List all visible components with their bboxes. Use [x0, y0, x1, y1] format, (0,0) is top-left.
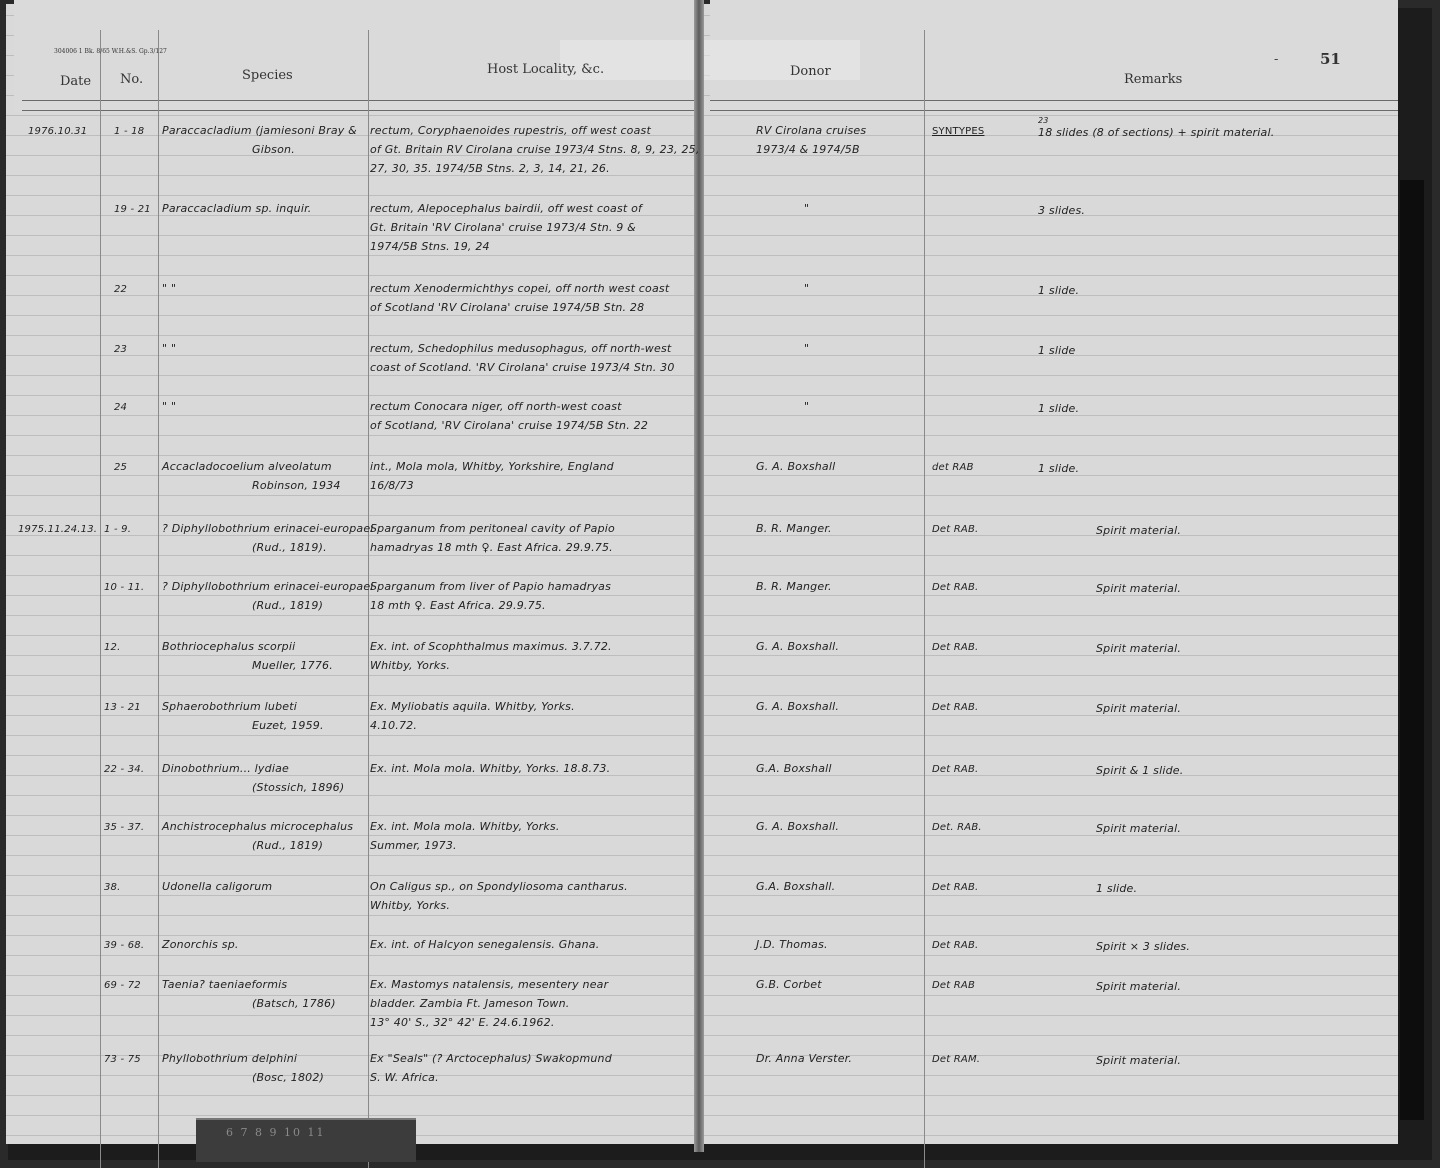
binder-clip	[196, 1118, 416, 1162]
entry-species: " "	[162, 400, 177, 413]
entry-number: 19 - 21	[114, 204, 151, 215]
entry-remarks: Spirit material.	[1096, 524, 1182, 537]
entry-number: 35 - 37.	[104, 822, 145, 833]
entry-number: 24	[114, 402, 128, 413]
entry-species: (Bosc, 1802)	[252, 1071, 325, 1084]
header-rule-left-2	[22, 110, 694, 111]
entry-host-locality: Ex. Mastomys natalensis, mesentery near	[370, 978, 609, 991]
entry-species: ? Diphyllobothrium erinacei-europaei	[162, 522, 374, 535]
entry-species: " "	[162, 342, 177, 355]
entry-species: Paraccacladium sp. inquir.	[162, 202, 312, 215]
entry-remarks: Spirit × 3 slides.	[1096, 940, 1191, 953]
syntypes-stamp: SYNTYPES	[932, 126, 985, 137]
entry-host-locality: int., Mola mola, Whitby, Yorkshire, England	[370, 460, 614, 473]
entry-species: " "	[162, 282, 177, 295]
entry-remarks: 1 slide.	[1038, 284, 1080, 297]
entry-host-locality: Ex. int. Mola mola. Whitby, Yorks. 18.8.73.	[370, 762, 611, 775]
book-gutter	[694, 0, 704, 1152]
entry-host-locality: rectum Xenodermichthys copei, off north west coast	[370, 282, 670, 295]
entry-remarks: Spirit & 1 slide.	[1096, 764, 1184, 777]
entry-donor: "	[804, 400, 810, 413]
entry-host-locality: Sparganum from liver of Papio hamadryas	[370, 580, 612, 593]
header-host-locality: Host Locality, &c.	[487, 62, 605, 77]
page-dash: -	[1274, 52, 1279, 67]
entry-donor: B. R. Manger.	[756, 522, 832, 535]
header-rule-right	[710, 100, 1398, 101]
entry-species: Zonorchis sp.	[162, 938, 239, 951]
entry-donor: "	[804, 342, 810, 355]
entry-number: 13 - 21	[104, 702, 141, 713]
left-page	[6, 4, 696, 1144]
entry-remarks: Spirit material.	[1096, 980, 1182, 993]
entry-species: Taenia? taeniaeformis	[162, 978, 288, 991]
entry-remarks: 1 slide.	[1038, 402, 1080, 415]
entry-host-locality: 1974/5B Stns. 19, 24	[370, 240, 490, 253]
entry-determiner: det RAB	[932, 462, 974, 473]
entry-host-locality: rectum, Alepocephalus bairdii, off west coast of	[370, 202, 643, 215]
entry-host-locality: Ex "Seals" (? Arctocephalus) Swakopmund	[370, 1052, 612, 1065]
entry-number: 1 - 18	[114, 126, 145, 137]
clip-label: 6 7 8 9 10 11	[226, 1126, 326, 1139]
entry-donor: "	[804, 202, 810, 215]
header-date: Date	[60, 74, 92, 89]
entry-donor: G.A. Boxshall.	[756, 880, 836, 893]
header-donor: Donor	[790, 64, 831, 79]
entry-host-locality: 16/8/73	[370, 479, 414, 492]
entry-number: 23	[114, 344, 128, 355]
entry-species: Udonella caligorum	[162, 880, 273, 893]
entry-determiner: Det RAB.	[932, 582, 979, 593]
entry-number: 38.	[104, 882, 121, 893]
entry-host-locality: Sparganum from peritoneal cavity of Papio	[370, 522, 615, 535]
entry-remarks: 1 slide.	[1096, 882, 1138, 895]
entry-host-locality: rectum, Coryphaenoides rupestris, off west coast	[370, 124, 652, 137]
entry-species: Mueller, 1776.	[252, 659, 333, 672]
entry-remarks: Spirit material.	[1096, 702, 1182, 715]
entry-host-locality: rectum, Schedophilus medusophagus, off north-west	[370, 342, 672, 355]
entry-donor: G.B. Corbet	[756, 978, 822, 991]
entry-species: ? Diphyllobothrium erinacei-europaei	[162, 580, 374, 593]
entry-host-locality: of Scotland 'RV Cirolana' cruise 1974/5B Stn. 28	[370, 301, 645, 314]
entry-number: 39 - 68.	[104, 940, 145, 951]
entry-species: (Rud., 1819).	[252, 541, 327, 554]
entry-donor: Dr. Anna Verster.	[756, 1052, 853, 1065]
entry-remarks: Spirit material.	[1096, 642, 1182, 655]
entry-host-locality: 13° 40' S., 32° 42' E. 24.6.1962.	[370, 1016, 555, 1029]
entry-species: Sphaerobothrium lubeti	[162, 700, 298, 713]
entry-host-locality: 18 mth ♀. East Africa. 29.9.75.	[370, 599, 546, 612]
header-no: No.	[120, 72, 144, 87]
header-remarks: Remarks	[1124, 72, 1183, 87]
entry-number: 12.	[104, 642, 121, 653]
entry-remarks: Spirit material.	[1096, 822, 1182, 835]
entry-donor: G.A. Boxshall	[756, 762, 832, 775]
entry-host-locality: rectum Conocara niger, off north-west coast	[370, 400, 622, 413]
printer-line: 304006 1 Bk. 8/65 W.H.&S. Gp.3/127	[54, 48, 167, 55]
entry-species: Paraccacladium (jamiesoni Bray &	[162, 124, 357, 137]
entry-determiner: Det RAB.	[932, 642, 979, 653]
entry-host-locality: Ex. Myliobatis aquila. Whitby, Yorks.	[370, 700, 575, 713]
entry-number: 22 - 34.	[104, 764, 145, 775]
entry-donor: B. R. Manger.	[756, 580, 832, 593]
entry-species: Phyllobothrium delphini	[162, 1052, 298, 1065]
entry-donor: G. A. Boxshall	[756, 460, 836, 473]
entry-determiner: Det RAB.	[932, 524, 979, 535]
entry-donor: RV Cirolana cruises	[756, 124, 867, 137]
entry-host-locality: Whitby, Yorks.	[370, 659, 451, 672]
column-rule-species	[368, 30, 369, 1168]
entry-host-locality: 27, 30, 35. 1974/5B Stns. 2, 3, 14, 21, 26.	[370, 162, 610, 175]
entry-number: 25	[114, 462, 128, 473]
entry-host-locality: 4.10.72.	[370, 719, 418, 732]
entry-host-locality: Whitby, Yorks.	[370, 899, 451, 912]
entry-remarks: 18 slides (8 of sections) + spirit material.	[1038, 126, 1275, 139]
entry-remarks: 1 slide.	[1038, 462, 1080, 475]
entry-host-locality: coast of Scotland. 'RV Cirolana' cruise 1973/4 Stn. 30	[370, 361, 675, 374]
entry-determiner: Det. RAB.	[932, 822, 982, 833]
right-page	[702, 4, 1398, 1144]
entry-species: (Batsch, 1786)	[252, 997, 336, 1010]
header-rule-left	[22, 100, 694, 101]
entry-donor: J.D. Thomas.	[756, 938, 828, 951]
header-rule-right-2	[710, 110, 1398, 111]
entry-remarks: 1 slide	[1038, 344, 1076, 357]
entry-number: 69 - 72	[104, 980, 141, 991]
entry-host-locality: Ex. int. of Halcyon senegalensis. Ghana.	[370, 938, 600, 951]
entry-species: Robinson, 1934	[252, 479, 341, 492]
entry-species: Euzet, 1959.	[252, 719, 324, 732]
entry-species: Anchistrocephalus microcephalus	[162, 820, 354, 833]
entry-determiner: Det RAB	[932, 980, 976, 991]
entry-host-locality: Gt. Britain 'RV Cirolana' cruise 1973/4 Stn. 9 &	[370, 221, 636, 234]
entry-remarks: Spirit material.	[1096, 1054, 1182, 1067]
entry-donor: "	[804, 282, 810, 295]
entry-host-locality: hamadryas 18 mth ♀. East Africa. 29.9.75.	[370, 541, 613, 554]
entry-date: 1976.10.31	[28, 126, 88, 137]
entry-species: Gibson.	[252, 143, 295, 156]
entry-remarks: 3 slides.	[1038, 204, 1086, 217]
header-species: Species	[242, 68, 293, 83]
entry-species: Dinobothrium... lydiae	[162, 762, 289, 775]
entry-number: 10 - 11.	[104, 582, 145, 593]
entry-donor: G. A. Boxshall.	[756, 820, 840, 833]
entry-host-locality: S. W. Africa.	[370, 1071, 439, 1084]
entry-determiner: Det RAB.	[932, 882, 979, 893]
page-number: 51	[1320, 50, 1341, 68]
book-cover-edge	[1400, 180, 1424, 1120]
entry-species: (Stossich, 1896)	[252, 781, 345, 794]
entry-host-locality: Summer, 1973.	[370, 839, 457, 852]
entry-host-locality: Ex. int. of Scophthalmus maximus. 3.7.72.	[370, 640, 612, 653]
entry-host-locality: of Scotland, 'RV Cirolana' cruise 1974/5B Stn. 22	[370, 419, 649, 432]
entry-species: (Rud., 1819)	[252, 839, 324, 852]
entry-host-locality: of Gt. Britain RV Cirolana cruise 1973/4 Stns. 8, 9, 23, 25,	[370, 143, 700, 156]
entry-determiner: Det RAB.	[932, 702, 979, 713]
entry-species: Accacladocoelium alveolatum	[162, 460, 332, 473]
entry-determiner: Det RAB.	[932, 764, 979, 775]
entry-remarks: Spirit material.	[1096, 582, 1182, 595]
entry-determiner: Det RAM.	[932, 1054, 981, 1065]
column-rule-no	[158, 30, 159, 1168]
entry-date: 1975.11.24.13.	[18, 524, 98, 535]
entry-host-locality: bladder. Zambia Ft. Jameson Town.	[370, 997, 570, 1010]
entry-donor: G. A. Boxshall.	[756, 700, 840, 713]
entry-donor: 1973/4 & 1974/5B	[756, 143, 860, 156]
column-rule-donor	[924, 30, 925, 1168]
column-rule-date	[100, 30, 101, 1168]
entry-donor: G. A. Boxshall.	[756, 640, 840, 653]
entry-host-locality: Ex. int. Mola mola. Whitby, Yorks.	[370, 820, 560, 833]
entry-species: Bothriocephalus scorpii	[162, 640, 296, 653]
entry-determiner: Det RAB.	[932, 940, 979, 951]
entry-number: 73 - 75	[104, 1054, 141, 1065]
entry-remarks-correction: 23	[1038, 116, 1049, 125]
entry-number: 1 - 9.	[104, 524, 132, 535]
entry-species: (Rud., 1819)	[252, 599, 324, 612]
entry-host-locality: On Caligus sp., on Spondyliosoma cantharus.	[370, 880, 628, 893]
entry-number: 22	[114, 284, 128, 295]
